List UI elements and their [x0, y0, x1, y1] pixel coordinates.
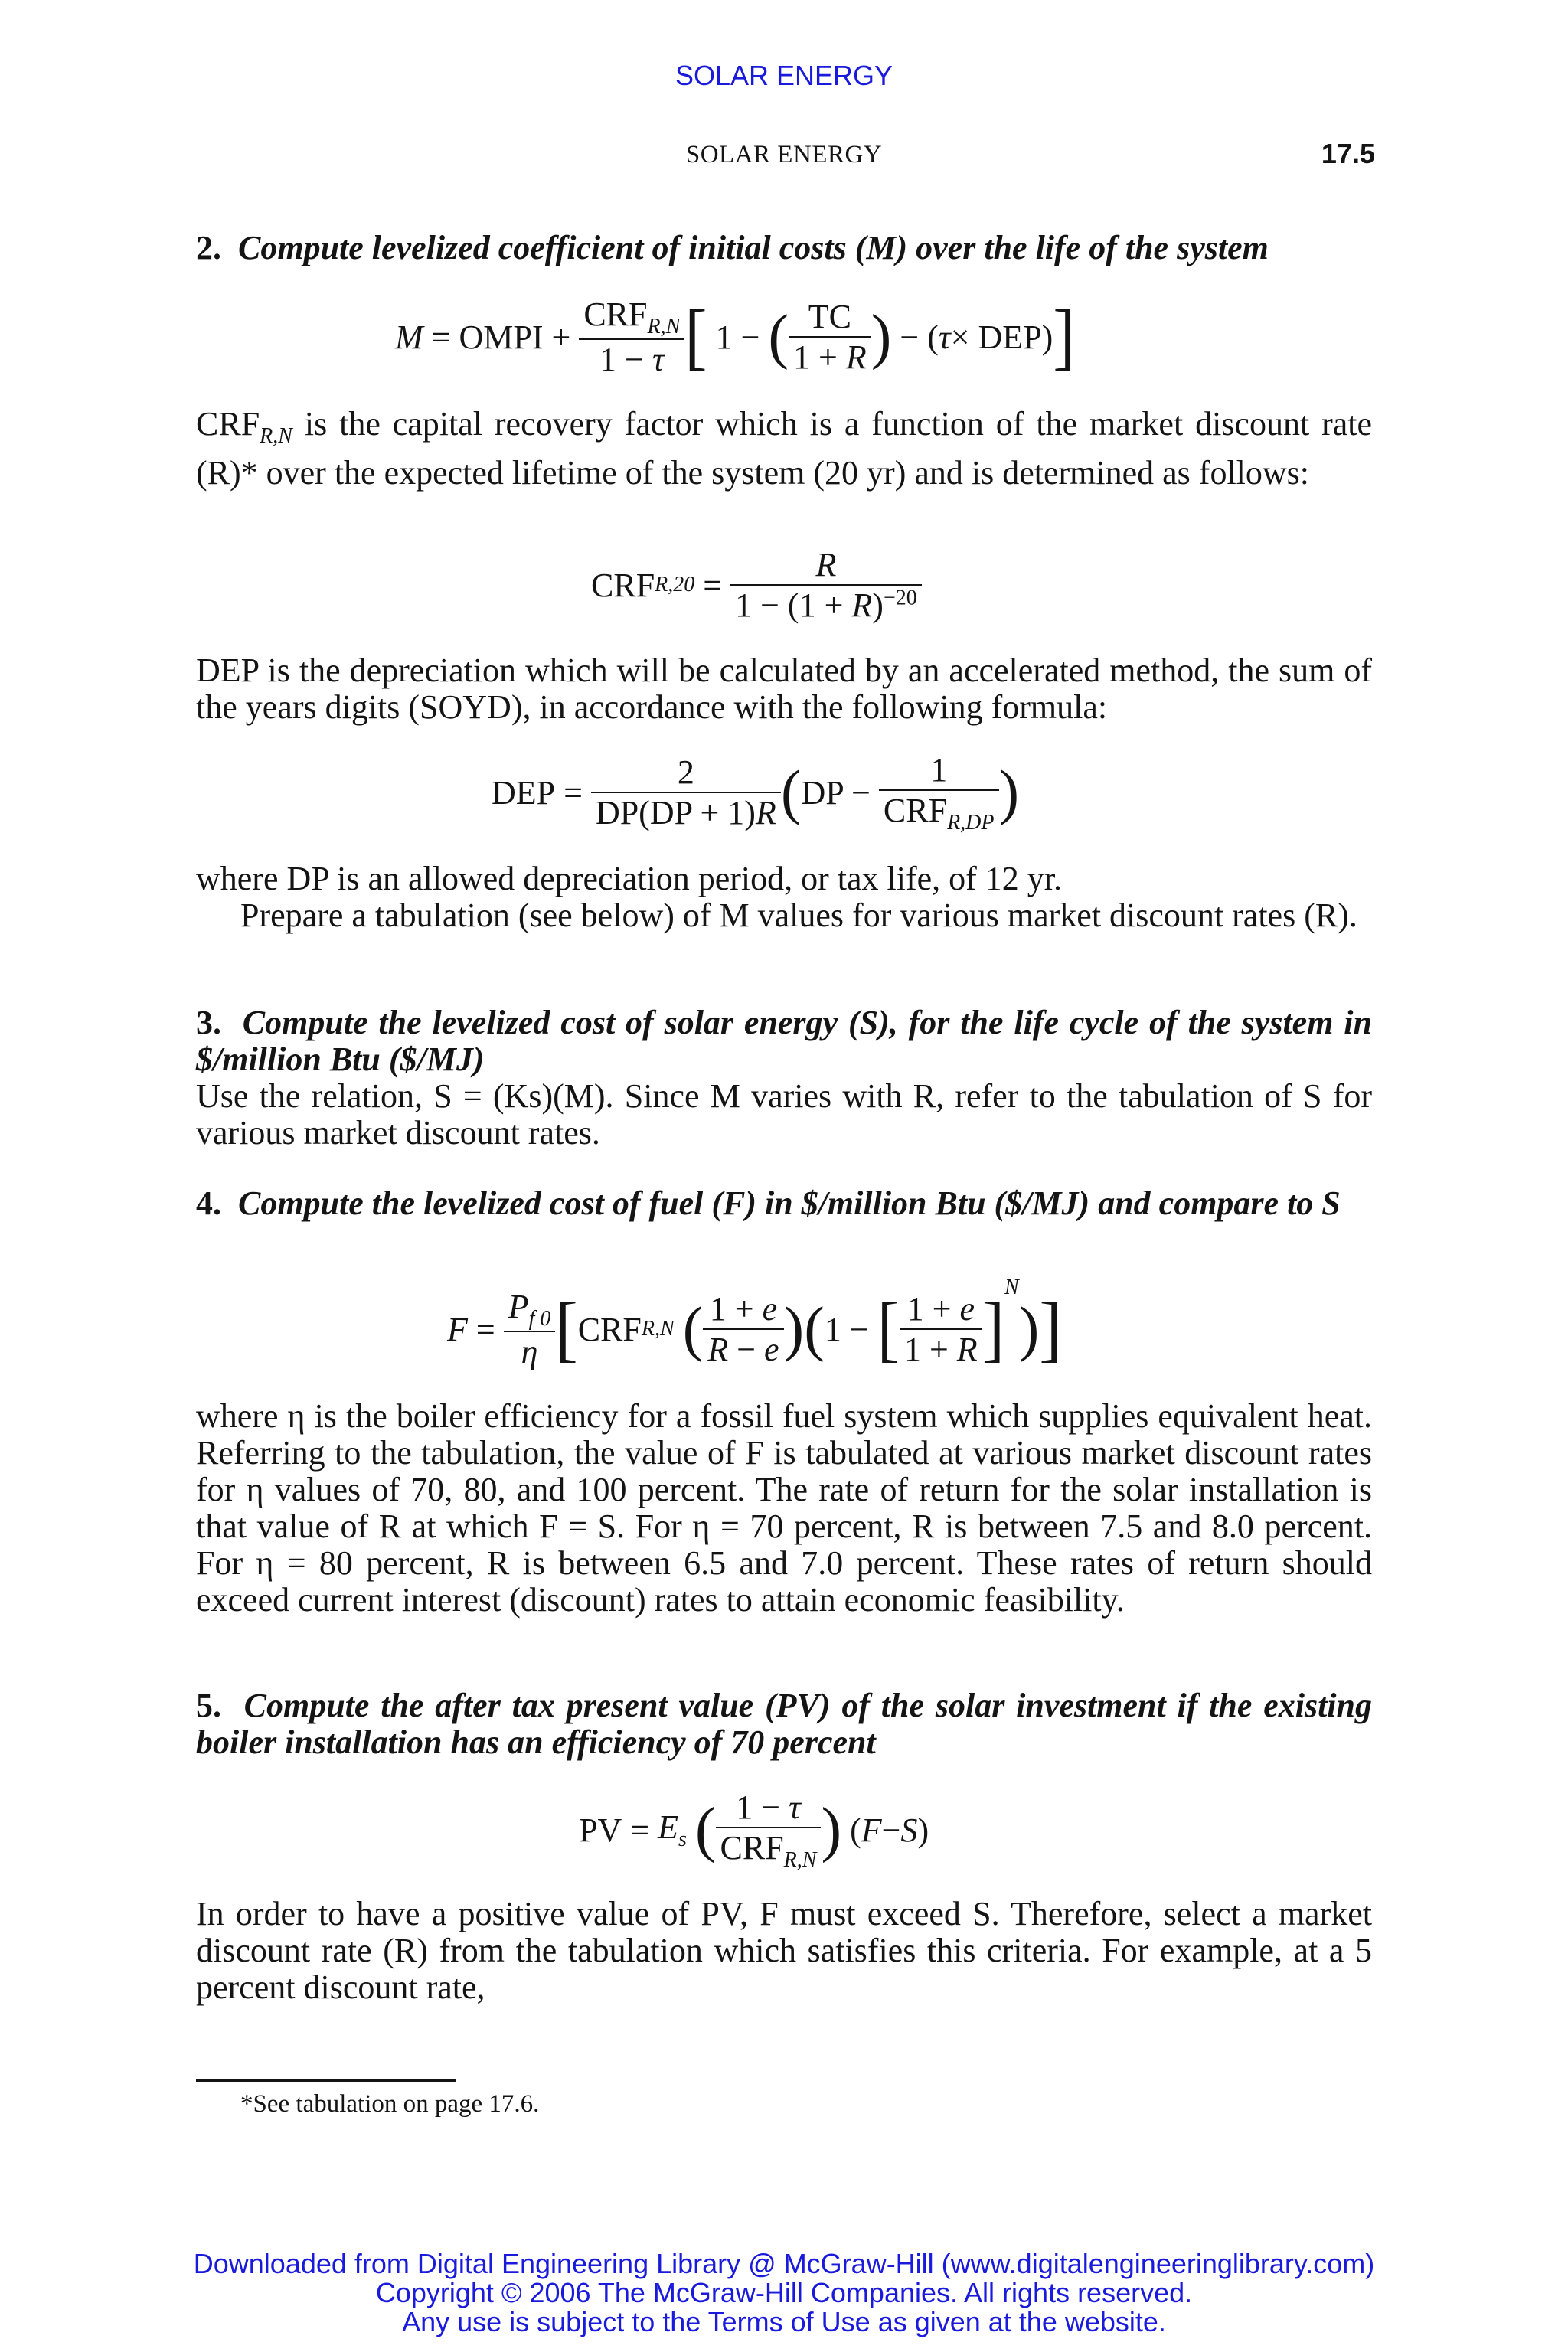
step2-paragraph-crf [196, 406, 1372, 492]
step5-heading [196, 1687, 1372, 1761]
step2-number: 2. [196, 229, 221, 266]
equation-f: F = $\frac{P_{f 0}}{\eta}$ [ CRF R,N ( $\frac{1 + e}{R - e}$ ) ( 1 − [ $\frac{1 + e}{1 + R}$ ] $^N$ ) ] [447, 1276, 1062, 1371]
step4-heading-text: Compute the levelized cost of fuel (F) in $/million Btu ($/MJ) and compare to S [238, 1184, 1341, 1222]
crf-subscript: R,N [260, 423, 292, 448]
step5-paragraph: In order to have a positive value of PV, F must exceed S. Therefore, select a market discount rate (R) from the tabulation which satisfies this criteria. For example, at a 5 percent discount rate, [196, 1895, 1372, 2006]
running-header: SOLAR ENERGY [685, 141, 883, 168]
step4-heading [196, 1185, 1372, 1222]
footer-terms[interactable]: Any use is subject to the Terms of Use as given at the website. [402, 2306, 1166, 2337]
step5-heading-text: Compute the after tax present value (PV) of the solar investment if the existing boiler installation has an efficiency of 70 percent [196, 1687, 1373, 1761]
step3-heading-text: Compute the levelized cost of solar energy (S), for the life cycle of the system in $/million Btu ($/MJ) [196, 1004, 1372, 1078]
crf-term: CRF [196, 405, 260, 443]
footnote-rule [196, 2079, 456, 2082]
step5-number: 5. [196, 1687, 221, 1724]
step3-heading [196, 1004, 1372, 1078]
equation-crf: CRF R,20 = $\frac{R}{1 - (1 + R)^{-20}}$ [591, 539, 922, 631]
step2-paragraph-dp: where DP is an allowed depreciation period, or tax life, of 12 yr. Prepare a tabulation (see below) of M values for various market discount rates (R). [196, 860, 1357, 934]
step2-heading-text: Compute levelized coefficient of initial costs (M) over the life of the system [238, 229, 1269, 266]
footer-download-link[interactable]: Downloaded from Digital Engineering Library @ McGraw-Hill (www.digitalengineeringlibrary.com) [193, 2248, 1375, 2279]
page-number: 17.5 [1321, 138, 1375, 169]
step4-paragraph: where η is the boiler efficiency for a fossil fuel system which supplies equivalent heat. Referring to the tabulation, the value of F is tabulated at various market discount rates for η values of 70, 80, and 100 percent. The rate of return for the solar installation is that value of R at which F = S. For η = 70 percent, R is between 7.5 and 8.0 percent. For η = 80 percent, R is between 6.5 and 7.0 percent. These rates of return should exceed current interest (discount) rates to attain economic feasibility. [196, 1397, 1372, 1619]
step3-number: 3. [196, 1004, 221, 1041]
step2-heading [196, 230, 1372, 266]
step4-number: 4. [196, 1184, 221, 1222]
footer-copyright: Copyright © 2006 The McGraw-Hill Companies. All rights reserved. [375, 2277, 1193, 2308]
equation-m: M = OMPI + $\frac{CRF_{R,N}}{1 - \tau}$ [ 1 − ( $\frac{TC}{1 + R}$ ) − ( τ × DEP) ] [395, 295, 1076, 379]
crf-description: is the capital recovery factor which is a function of the market discount rate (R)* over the expected lifetime of the system (20 yr) and is determined as follows: [196, 405, 1372, 492]
blue-header-title: SOLAR ENERGY [675, 60, 893, 91]
equation-dep: DEP = $\frac{2}{DP(DP + 1)R}$ ( DP − $\frac{1}{CRF_{R,DP}}$ ) [492, 750, 1020, 835]
footnote: *See tabulation on page 17.6. [240, 2090, 540, 2118]
step2-paragraph-dep: DEP is the depreciation which will be calculated by an accelerated method, the sum of the years digits (SOYD), in accordance with the following formula: [196, 652, 1372, 726]
step3-paragraph: Use the relation, S = (Ks)(M). Since M varies with R, refer to the tabulation of S for various market discount rates. [196, 1077, 1372, 1152]
equation-pv: PV = $E_s$ ( $\frac{1 - \tau}{CRF_{R,N}}$ ) ( F − S ) [579, 1788, 929, 1872]
